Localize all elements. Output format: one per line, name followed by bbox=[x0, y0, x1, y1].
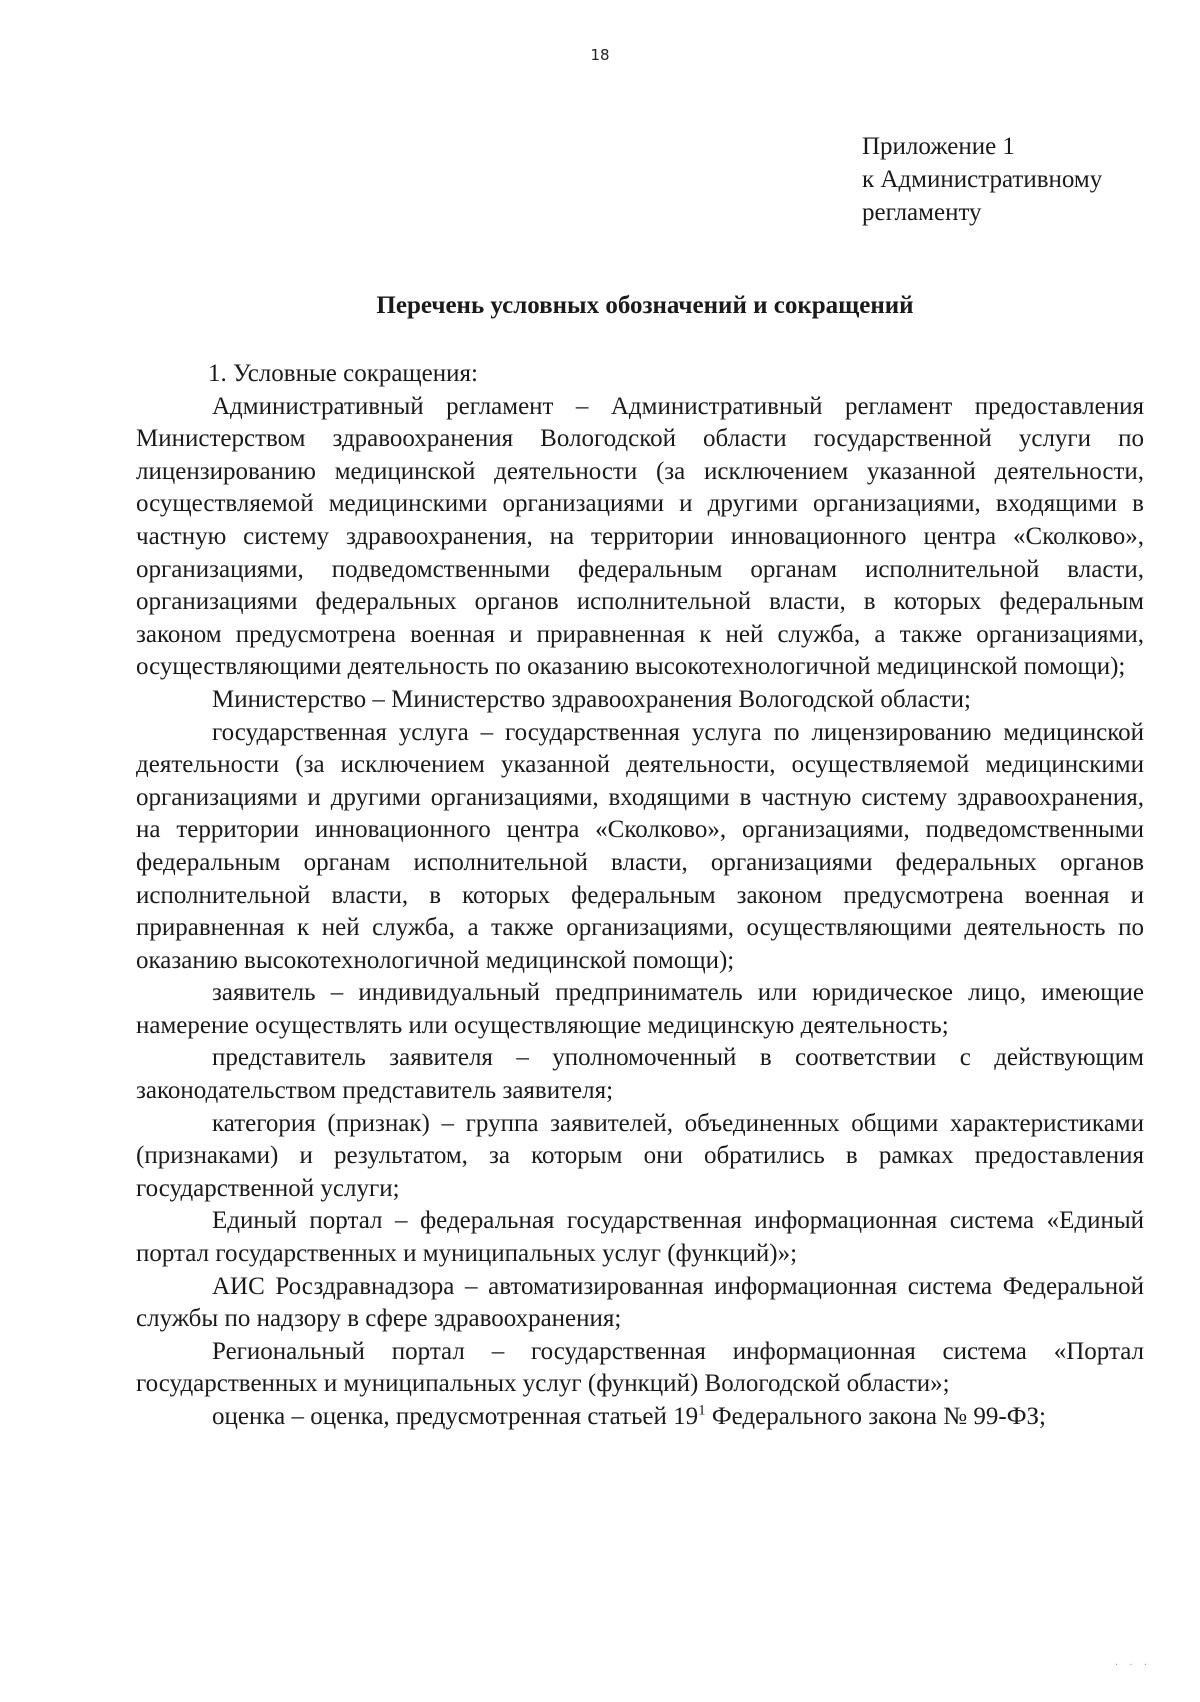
definition-text-before-superscript: оценка – оценка, предусмотренная статьей 19 bbox=[212, 1403, 699, 1430]
section-heading: 1. Условные сокращения: bbox=[208, 360, 478, 387]
definition-paragraph: представитель заявителя – уполномоченный в соответствии с действующим законодательством представитель заявителя; bbox=[136, 1044, 1144, 1105]
definition-paragraph: Единый портал – федеральная государственная информационная система «Единый портал государственных и муниципальных услуг (функций)»; bbox=[136, 1207, 1144, 1268]
definition-paragraph: заявитель – индивидуальный предприниматель или юридическое лицо, имеющие намерение осуществлять или осуществляющие медицинскую деятельность; bbox=[136, 979, 1144, 1039]
page-number: 18 bbox=[590, 46, 610, 64]
definition-paragraph-last bbox=[136, 1401, 1144, 1434]
definition-paragraph: Министерство – Министерство здравоохранения Вологодской области; bbox=[212, 685, 971, 713]
appendix-line-1: Приложение 1 bbox=[862, 133, 1015, 160]
definition-paragraph: Региональный портал – государственная информационная система «Портал государственных и муниципальных услуг (функций) Вологодской области»; bbox=[136, 1337, 1144, 1398]
superscript-article-number: 1 bbox=[698, 1402, 706, 1419]
definition-paragraph: категория (признак) – группа заявителей, объединенных общими характеристиками (признаками) и результатом, за которым они обратились в рамках предоставления государственной услуги; bbox=[136, 1109, 1144, 1202]
definition-paragraph: Административный регламент – Административный регламент предоставления Министерством здравоохранения Вологодской области государственной услуги по лицензированию медицинской деятельности (за исключением указанной деятельности, осуществляемой медицинскими организациями и другими организациями, входящими в частную систему здравоохранения, на территории инновационного центра «Сколково», организациями, подведомственными федеральным органам исполнительной власти, организациями федеральных органов исполнительной власти, в которых федеральным законом предусмотрена военная и приравненная к ней служба, а также организациями, осуществляющими деятельность по оказанию высокотехнологичной медицинской помощи); bbox=[136, 392, 1144, 681]
scan-artifact-mark: · · · bbox=[1115, 1660, 1151, 1671]
appendix-reference bbox=[862, 130, 1102, 229]
definition-paragraph: государственная услуга – государственная услуга по лицензированию медицинской деятельности (за исключением указанной деятельности, осуществляемой медицинскими организациями и другими организациями, входящими в частную систему здравоохранения, на территории инновационного центра «Сколково», организациями, подведомственными федеральным органам исполнительной власти, организациями федеральных органов исполнительной власти, в которых федеральным законом предусмотрена военная и приравненная к ней служба, а также организациями, осуществляющими деятельность по оказанию высокотехнологичной медицинской помощи); bbox=[136, 718, 1144, 974]
document-title: Перечень условных обозначений и сокращений bbox=[376, 292, 914, 319]
definition-text-after-superscript: Федерального закона № 99-ФЗ; bbox=[705, 1403, 1046, 1430]
appendix-line-3: регламенту bbox=[862, 199, 982, 226]
appendix-line-2: к Административному bbox=[862, 166, 1103, 193]
definition-paragraph: АИС Росздравнадзора – автоматизированная информационная система Федеральной службы по надзору в сфере здравоохранения; bbox=[136, 1272, 1144, 1333]
document-body bbox=[136, 358, 1144, 1434]
